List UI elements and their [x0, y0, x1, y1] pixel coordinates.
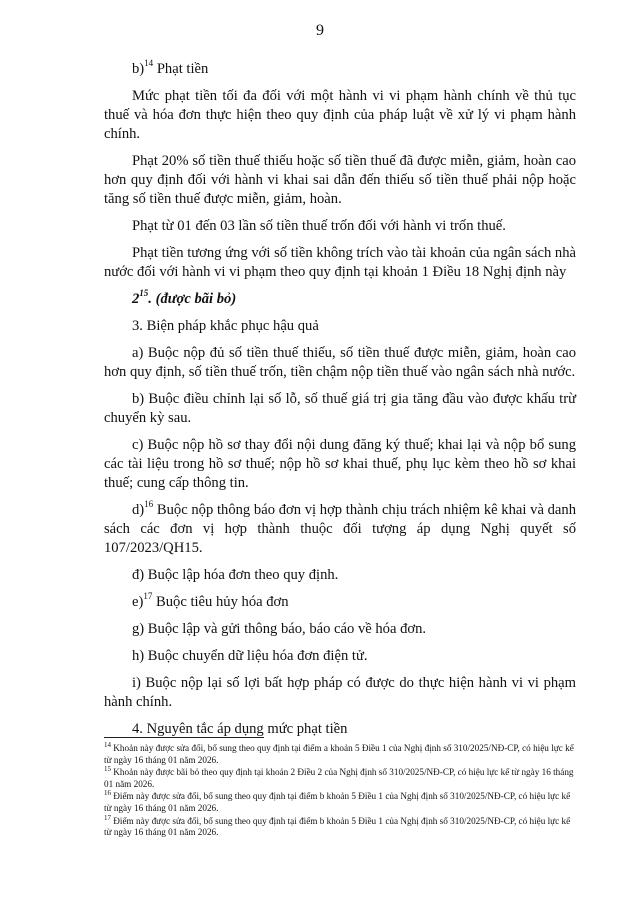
- footnote-number: 16: [104, 789, 111, 798]
- page-number: 9: [316, 22, 324, 39]
- para-prefix: b): [132, 61, 145, 77]
- para-text: Buộc nộp thông báo đơn vị hợp thành chịu trách nhiệm kê khai và danh sách các đơn vị hợp thành thuộc đối tượng áp dụng Nghị quyết số 107/2023/QH15.: [104, 502, 576, 556]
- footnote-ref-17[interactable]: 17: [143, 591, 153, 602]
- footnote-15: [104, 767, 580, 790]
- paragraph: g) Buộc lập và gửi thông báo, báo cáo về hóa đơn.: [132, 621, 427, 637]
- para-text: . (được bãi bỏ): [148, 291, 237, 307]
- para-text: Buộc tiêu hủy hóa đơn: [152, 594, 289, 610]
- footnote-number: 15: [104, 765, 111, 774]
- footnote-number: 17: [104, 813, 111, 822]
- paragraph: b) Buộc điều chỉnh lại số lỗ, số thuế giá trị gia tăng đầu vào được khấu trừ chuyển kỳ sau.: [104, 391, 576, 426]
- paragraph: a) Buộc nộp đủ số tiền thuế thiếu, số tiền thuế được miễn, giảm, hoàn cao hơn quy định, số tiền thuế trốn, tiền chậm nộp tiền thuế vào ngân sách nhà nước.: [104, 345, 576, 380]
- footnotes: [104, 740, 580, 840]
- paragraph: i) Buộc nộp lại số lợi bất hợp pháp có được do thực hiện hành vi vi phạm hành chính.: [104, 675, 576, 710]
- paragraph: Phạt 20% số tiền thuế thiếu hoặc số tiền thuế đã được miễn, giảm, hoàn cao hơn quy định đối với hành vi khai sai dẫn đến thiếu số tiền thuế phải nộp hoặc tăng số tiền thuế được miễn, giảm, hoàn.: [104, 153, 576, 207]
- para-prefix: e): [132, 594, 144, 610]
- footnote-text: Điểm này được sửa đổi, bổ sung theo quy định tại điểm b khoản 5 Điều 1 của Nghị định số 310/2025/NĐ-CP, có hiệu lực kể từ ngày 16 tháng 01 năm 2026.: [104, 791, 571, 813]
- paragraph-e: [104, 593, 576, 612]
- footnote-text: Khoản này được sửa đổi, bổ sung theo quy định tại điểm a khoản 5 Điều 1 của Nghị định số 310/2025/NĐ-CP, có hiệu lực kể từ ngày 16 tháng 01 năm 2026.: [104, 743, 574, 765]
- footnote-17: [104, 813, 580, 839]
- footnote-number: 14: [104, 740, 111, 749]
- paragraph-2-repealed: [104, 290, 576, 309]
- section-heading-3: 3. Biện pháp khắc phục hậu quả: [132, 318, 319, 334]
- paragraph: đ) Buộc lập hóa đơn theo quy định.: [132, 567, 339, 583]
- para-prefix: 2: [132, 291, 140, 307]
- footnote-ref-14[interactable]: 14: [144, 58, 154, 69]
- footnote-ref-15[interactable]: 15: [139, 288, 149, 299]
- footnote-text: Điểm này được sửa đổi, bổ sung theo quy định tại điểm b khoản 5 Điều 1 của Nghị định số 310/2025/NĐ-CP, có hiệu lực kể từ ngày 16 tháng 01 năm 2026.: [104, 815, 571, 838]
- paragraph: h) Buộc chuyển dữ liệu hóa đơn điện tử.: [132, 648, 368, 664]
- footnote-text: Khoản này được bãi bỏ theo quy định tại khoản 2 Điều 2 của Nghị định số 310/2025/NĐ-CP, có hiệu lực kể từ ngày 16 tháng 01 năm 2026.: [104, 767, 574, 789]
- footnote-ref-16[interactable]: 16: [144, 499, 154, 510]
- para-text: Phạt tiền: [153, 61, 209, 77]
- paragraph-d: [104, 501, 576, 558]
- paragraph-b-fine: [104, 60, 576, 79]
- footnote-divider: [104, 737, 264, 738]
- para-prefix: d): [132, 502, 145, 518]
- paragraph: c) Buộc nộp hồ sơ thay đổi nội dung đăng ký thuế; khai lại và nộp bổ sung các tài liệu trong hồ sơ thuế; nộp hồ sơ khai thuế, phụ lục kèm theo hồ sơ khai thuế; cung cấp thông tin.: [104, 437, 576, 491]
- document-body: [104, 60, 576, 747]
- paragraph: Phạt từ 01 đến 03 lần số tiền thuế trốn đối với hành vi trốn thuế.: [132, 218, 506, 234]
- paragraph: Mức phạt tiền tối đa đối với một hành vi vi phạm hành chính về thủ tục thuế và hóa đơn thực hiện theo quy định của pháp luật về xử lý vi phạm hành chính.: [104, 88, 576, 142]
- footnote-16: [104, 791, 580, 814]
- paragraph: Phạt tiền tương ứng với số tiền không trích vào tài khoản của ngân sách nhà nước đối với hành vi vi phạm theo quy định tại khoản 1 Điều 18 Nghị định này: [104, 245, 576, 280]
- section-heading-4: 4. Nguyên tắc áp dụng mức phạt tiền: [132, 721, 348, 737]
- footnote-14: [104, 740, 580, 766]
